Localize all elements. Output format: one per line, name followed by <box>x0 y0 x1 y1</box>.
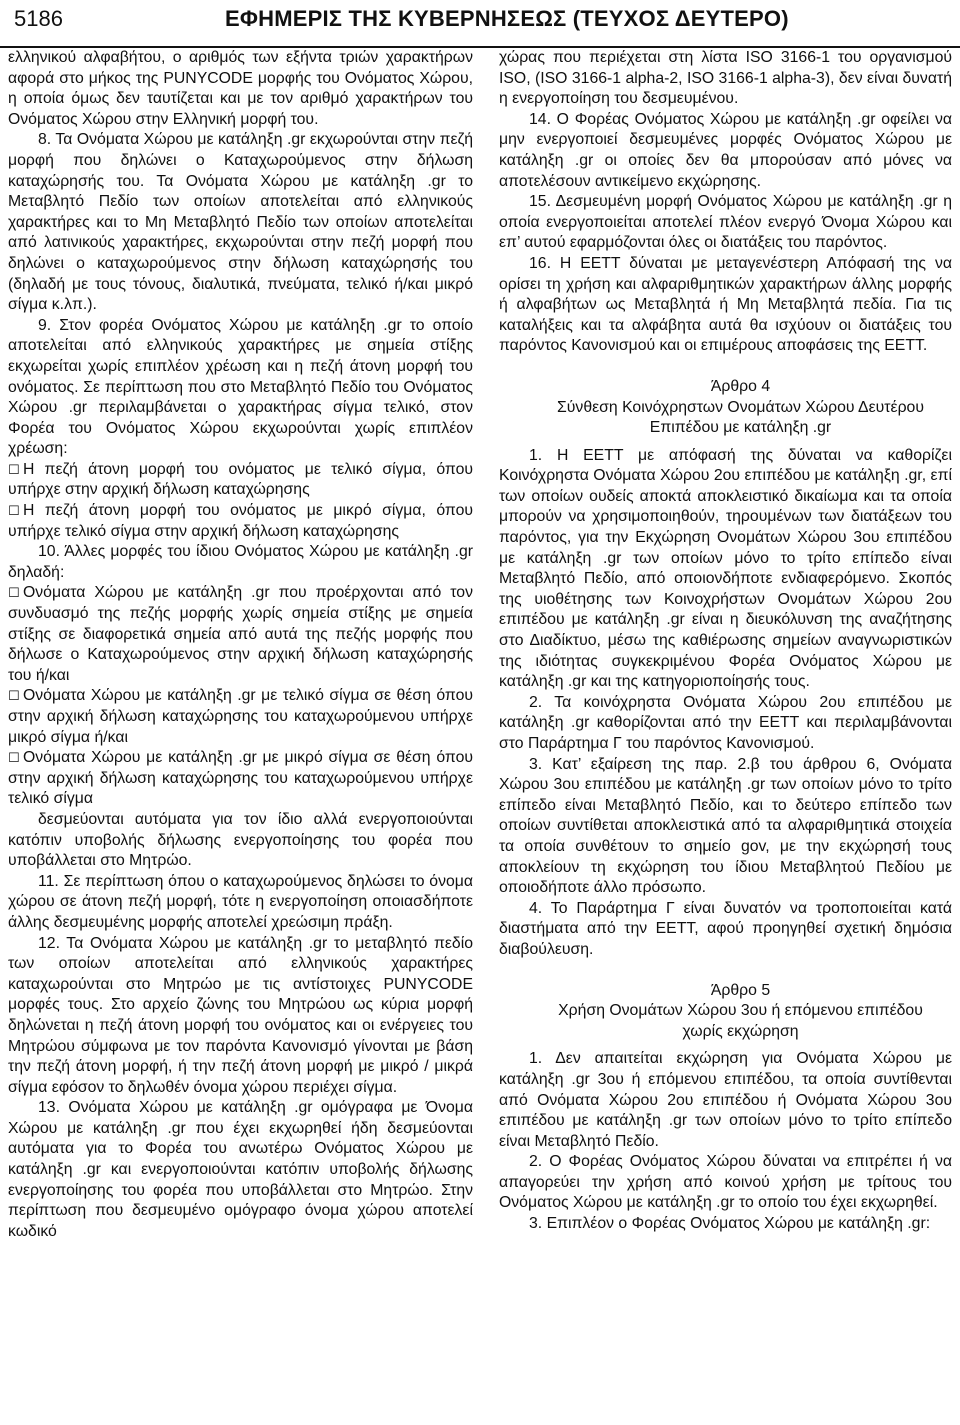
paragraph: 8. Τα Ονόματα Χώρου με κατάληξη .gr εκχωρούνται στην πεζή μορφή που δηλώνει ο Καταχωρούμενος στην δήλωση καταχώρησής του. Τα Ονόματα Χώρου με κατάληξη .gr το Μεταβλητό Πεδίο των οποίων αποτελείται από ελληνικούς χαρακτήρες και το Μη Μεταβλητό Πεδίο των οποίων αποτελείται από λατινικούς χαρακτήρες, εκχωρούνται στην πεζή μορφή που δηλώνει ο καταχωρούμενος στην δήλωση καταχώρησής του (δηλαδή με τους τόνους, διαλυτικά, πνεύματα, τελικό ή/και μικρό σίγμα κ.λπ.). <box>8 131 473 314</box>
bullet-box-icon: ☐ <box>8 750 20 766</box>
article-4-title: Σύνθεση Κοινόχρηστων Ονομάτων Χώρου Δευτέρου <box>557 398 924 416</box>
left-column <box>8 48 473 1242</box>
list-item <box>8 686 473 748</box>
page-number: 5186 <box>14 6 63 31</box>
paragraph: 14. Ο Φορέας Ονόματος Χώρου με κατάληξη .gr οφείλει να μην ενεργοποιεί δεσμευμένες μορφές Ονόματος Χώρου με κατάληξη .gr οι οποίες δεν θα μπορούσαν από μόνες να αποτελέσουν αντικείμενο εκχώρησης. <box>499 110 952 190</box>
article-5-title: Χρήση Ονομάτων Χώρου 3ου ή επόμενου επιπέδου <box>558 1002 923 1020</box>
list-item <box>8 501 473 542</box>
page-header <box>0 0 960 48</box>
paragraph: 15. Δεσμευμένη μορφή Ονόματος Χώρου με κατάληξη .gr η οποία ενεργοποιείται αποτελεί πλέον ενεργό Όνομα Χώρου και επ’ αυτού εφαρμόζονται όλες οι διατάξεις του παρόντος. <box>499 193 952 252</box>
bullet-box-icon: ☐ <box>8 688 20 704</box>
journal-title: ΕΦΗΜΕΡΙΣ ΤΗΣ ΚΥΒΕΡΝΗΣΕΩΣ (ΤΕΥΧΟΣ ΔΕΥΤΕΡΟ) <box>225 6 789 31</box>
list-item-text: Ονόματα Χώρου με κατάληξη .gr που προέρχονται από τον συνδυασμό της πεζής μορφής χωρίς σημεία στίξης με σημεία στίξης σε διαφορετικά σημεία από αυτά της πεζής μορφής που δήλωσε ο Καταχωρούμενος στην αρχική δήλωση καταχώρησής του ή/και <box>8 584 473 684</box>
right-column <box>499 48 952 1235</box>
paragraph: 13. Ονόματα Χώρου με κατάληξη .gr ομόγραφα με Όνομα Χώρου με κατάληξη .gr που έχει εκχωρηθεί ήδη δεσμεύονται αυτόματα για το Φορέα του ανωτέρω Ονόματος Χώρου με κατάληξη .gr και ενεργοποιούνται κατόπιν υποβολής δήλωσης ενεργοποίησης του φορέα που υποβάλλεται στο Μητρώο. Στην περίπτωση που δεσμευμένο ομόγραφο όνομα χώρου αποτελεί κωδικό <box>8 1099 473 1240</box>
bullet-box-icon: ☐ <box>8 585 20 601</box>
paragraph: ελληνικού αλφαβήτου, ο αριθμός των εξήντα τριών χαρακτήρων αφορά στο μήκος της PUNYCODE μορφής του Ονόματος Χώρου, η οποία όμως δεν ταυτίζεται και με τον αριθμό χαρακτήρων του Ονόματος Χώρου στην Ελληνική μορφή του. <box>8 49 473 128</box>
paragraph: 3. Επιπλέον ο Φορέας Ονόματος Χώρου με κατάληξη .gr: <box>529 1215 931 1233</box>
article-5-title: χωρίς εκχώρηση <box>682 1022 799 1040</box>
paragraph: 3. Κατ’ εξαίρεση της παρ. 2.β του άρθρου 6, Ονόματα Χώρου 3ου επιπέδου με κατάληξη .gr των οποίων μόνο το τρίτο επίπεδο είναι Μεταβλητό Πεδίο, και το δεύτερο επίπεδο των οποίων συντίθεται αποκλειστικά από τα αλφαριθμητικά στοιχεία τα οποία συνθέτουν το σημείο gov, με την εκχώρησή τους αποκλείουν τη εκχώρηση του ίδιου Μεταβλητού Πεδίου με οποιοδήποτε άλλο πρόσωπο. <box>499 755 952 897</box>
paragraph: 4. Το Παράρτημα Γ είναι δυνατόν να τροποποιείται κατά διαστήματα από την ΕΕΤΤ, αφού προηγηθεί σχετική δημόσια διαβούλευση. <box>499 899 952 958</box>
article-5-heading: Άρθρο 5 <box>710 981 771 999</box>
list-item <box>8 460 473 501</box>
paragraph: χώρας που περιέχεται στη λίστα ISO 3166-1 του οργανισμού ISO, (ISO 3166-1 alpha-2, ISO 3166-1 alpha-3), δεν είναι δυνατή η ενεργοποίηση του δεσμευμένου. <box>499 49 952 108</box>
list-item-text: Η πεζή άτονη μορφή του ονόματος με τελικό σίγμα, όπου υπήρχε στην αρχική δήλωση καταχώρησης <box>8 460 473 499</box>
list-item-text: Η πεζή άτονη μορφή του ονόματος με μικρό σίγμα, όπου υπήρχε τελικό σίγμα στην αρχική δήλωση καταχώρησης <box>8 502 473 540</box>
bullet-box-icon: ☐ <box>8 503 20 519</box>
list-item-text: Ονόματα Χώρου με κατάληξη .gr με τελικό σίγμα σε θέση όπου στην αρχική δήλωση καταχώρησης του καταχωρούμενου υπήρχε μικρό σίγμα ή/και <box>8 687 473 746</box>
list-item-text: Ονόματα Χώρου με κατάληξη .gr με μικρό σίγμα σε θέση όπου στην αρχική δήλωση καταχώρησης του καταχωρούμενου υπήρχε τελικό σίγμα <box>8 749 473 808</box>
list-item <box>8 583 473 686</box>
paragraph: δεσμεύονται αυτόματα για τον ίδιο αλλά ενεργοποιούνται κατόπιν υποβολής δήλωσης ενεργοποίησης του φορέα που υποβάλλεται στο Μητρώο. <box>8 810 473 870</box>
paragraph: 2. Ο Φορέας Ονόματος Χώρου δύναται να επιτρέπει ή να απαγορεύει την χρήση από κοινού χρήση με τρίτους του Ονόματος Χώρου με κατάληξη .gr το οποίο του έχει εκχωρηθεί. <box>499 1153 952 1212</box>
list-item <box>8 748 473 810</box>
bullet-box-icon: ☐ <box>8 461 20 477</box>
paragraph: 1. Δεν απαιτείται εκχώρηση για Ονόματα Χώρου με κατάληξη .gr 3ου ή επόμενου επιπέδου, τα οποία συντίθενται από Ονόματα Χώρου 2ου επιπέδου ή Ονόματα Χώρου 3ου επιπέδου με κατάληξη .gr των οποίων μόνο το τρίτο επίπεδο είναι Μεταβλητό Πεδίο. <box>499 1050 952 1150</box>
paragraph: 12. Τα Ονόματα Χώρου με κατάληξη .gr το μεταβλητό πεδίο των οποίων αποτελείται από ελληνικούς χαρακτήρες καταχωρούνται στο Μητρώο με τις αντίστοιχες PUNYCODE μορφές τους. Στο αρχείο ζώνης του Μητρώου ως κύρια μορφή δηλώνεται η πεζή άτονη μορφή του ονόματος και οι ενέργειες του Μητρώου σύμφωνα με τον παρόντα Κανονισμό γίνονται με βάση την πεζή άτονη μορφή, ή την πεζή άτονη μορφή με μικρό / μικρά σίγμα εφόσον το δηλωθέν όνομα χώρου περιέχει σίγμα. <box>8 934 473 1096</box>
article-4-heading: Άρθρο 4 <box>710 377 771 395</box>
article-4-title: Επιπέδου με κατάληξη .gr <box>649 419 832 437</box>
paragraph: 10. Άλλες μορφές του ίδιου Ονόματος Χώρου με κατάληξη .gr δηλαδή: <box>8 543 473 581</box>
paragraph: 9. Στον φορέα Ονόματος Χώρου με κατάληξη .gr το οποίο αποτελείται από ελληνικούς χαρακτήρες με σημεία στίξης εκχωρείται χωρίς επιπλέον χρέωση και η πεζή άτονη μορφή του ονόματος. Σε περίπτωση που στο Μεταβλητό Πεδίο του Ονόματος Χώρου .gr περιλαμβάνεται ο χαρακτήρας σίγμα τελικό, στον Φορέα του Ονόματος Χώρου εκχωρούνται χωρίς επιπλέον χρέωση: <box>8 316 473 458</box>
paragraph: 16. Η ΕΕΤΤ δύναται με μεταγενέστερη Απόφασή της να ορίσει τη χρήση και αλφαριθμητικών χαρακτήρων άλλης μορφής ή αλφαβήτων ως Μεταβλητά ή Μη Μεταβλητά πεδία. Για τις καταλήξεις και τα αλφάβητα αυτά θα ισχύουν οι διατάξεις του παρόντος Κανονισμού και οι επιμέρους αποφάσεις της ΕΕΤΤ. <box>499 254 952 355</box>
paragraph: 2. Τα κοινόχρηστα Ονόματα Χώρου 2ου επιπέδου με κατάληξη .gr καθορίζονται από την ΕΕΤΤ και περιλαμβάνονται στο Παράρτημα Γ του παρόντος Κανονισμού. <box>499 693 952 752</box>
paragraph: 11. Σε περίπτωση όπου ο καταχωρούμενος δηλώσει το όνομα χώρου σε άτονη πεζή μορφή, τότε η ενεργοποίηση οποιασδήποτε άλλης δεσμευμένης μορφής αποτελεί χρεώσιμη πράξη. <box>8 872 473 931</box>
paragraph: 1. Η ΕΕΤΤ με απόφασή της δύναται να καθορίζει Κοινόχρηστα Ονόματα Χώρου 2ου επιπέδου με κατάληξη .gr, επί των οποίων ουδείς αποκτά αποκλειστικό δικαίωμα και τα οποία μπορούν να χρησιμοποιηθούν, τηρουμένων των διατάξεων του παρόντος, για την Εκχώρηση Ονομάτων Χώρου 3ου επιπέδου με κατάληξη .gr των οποίων μόνο το τρίτο επίπεδο είναι Μεταβλητό Πεδίο, από οποιονδήποτε ενδιαφερόμενο. Σκοπός της υιοθέτησης των Κοινοχρήστων Ονομάτων Χώρου 2ου επιπέδου με κατάληξη .gr είναι η διευκόλυνση της αναζήτησης στο Διαδίκτυο, μέσω της καθιέρωσης σημείων αναγνωριστικών της ιδιότητας συγκεκριμένου Φορέα Ονόματος Χώρου με κατάληξη .gr και της κατηγοριοποίησής τους. <box>499 446 952 691</box>
